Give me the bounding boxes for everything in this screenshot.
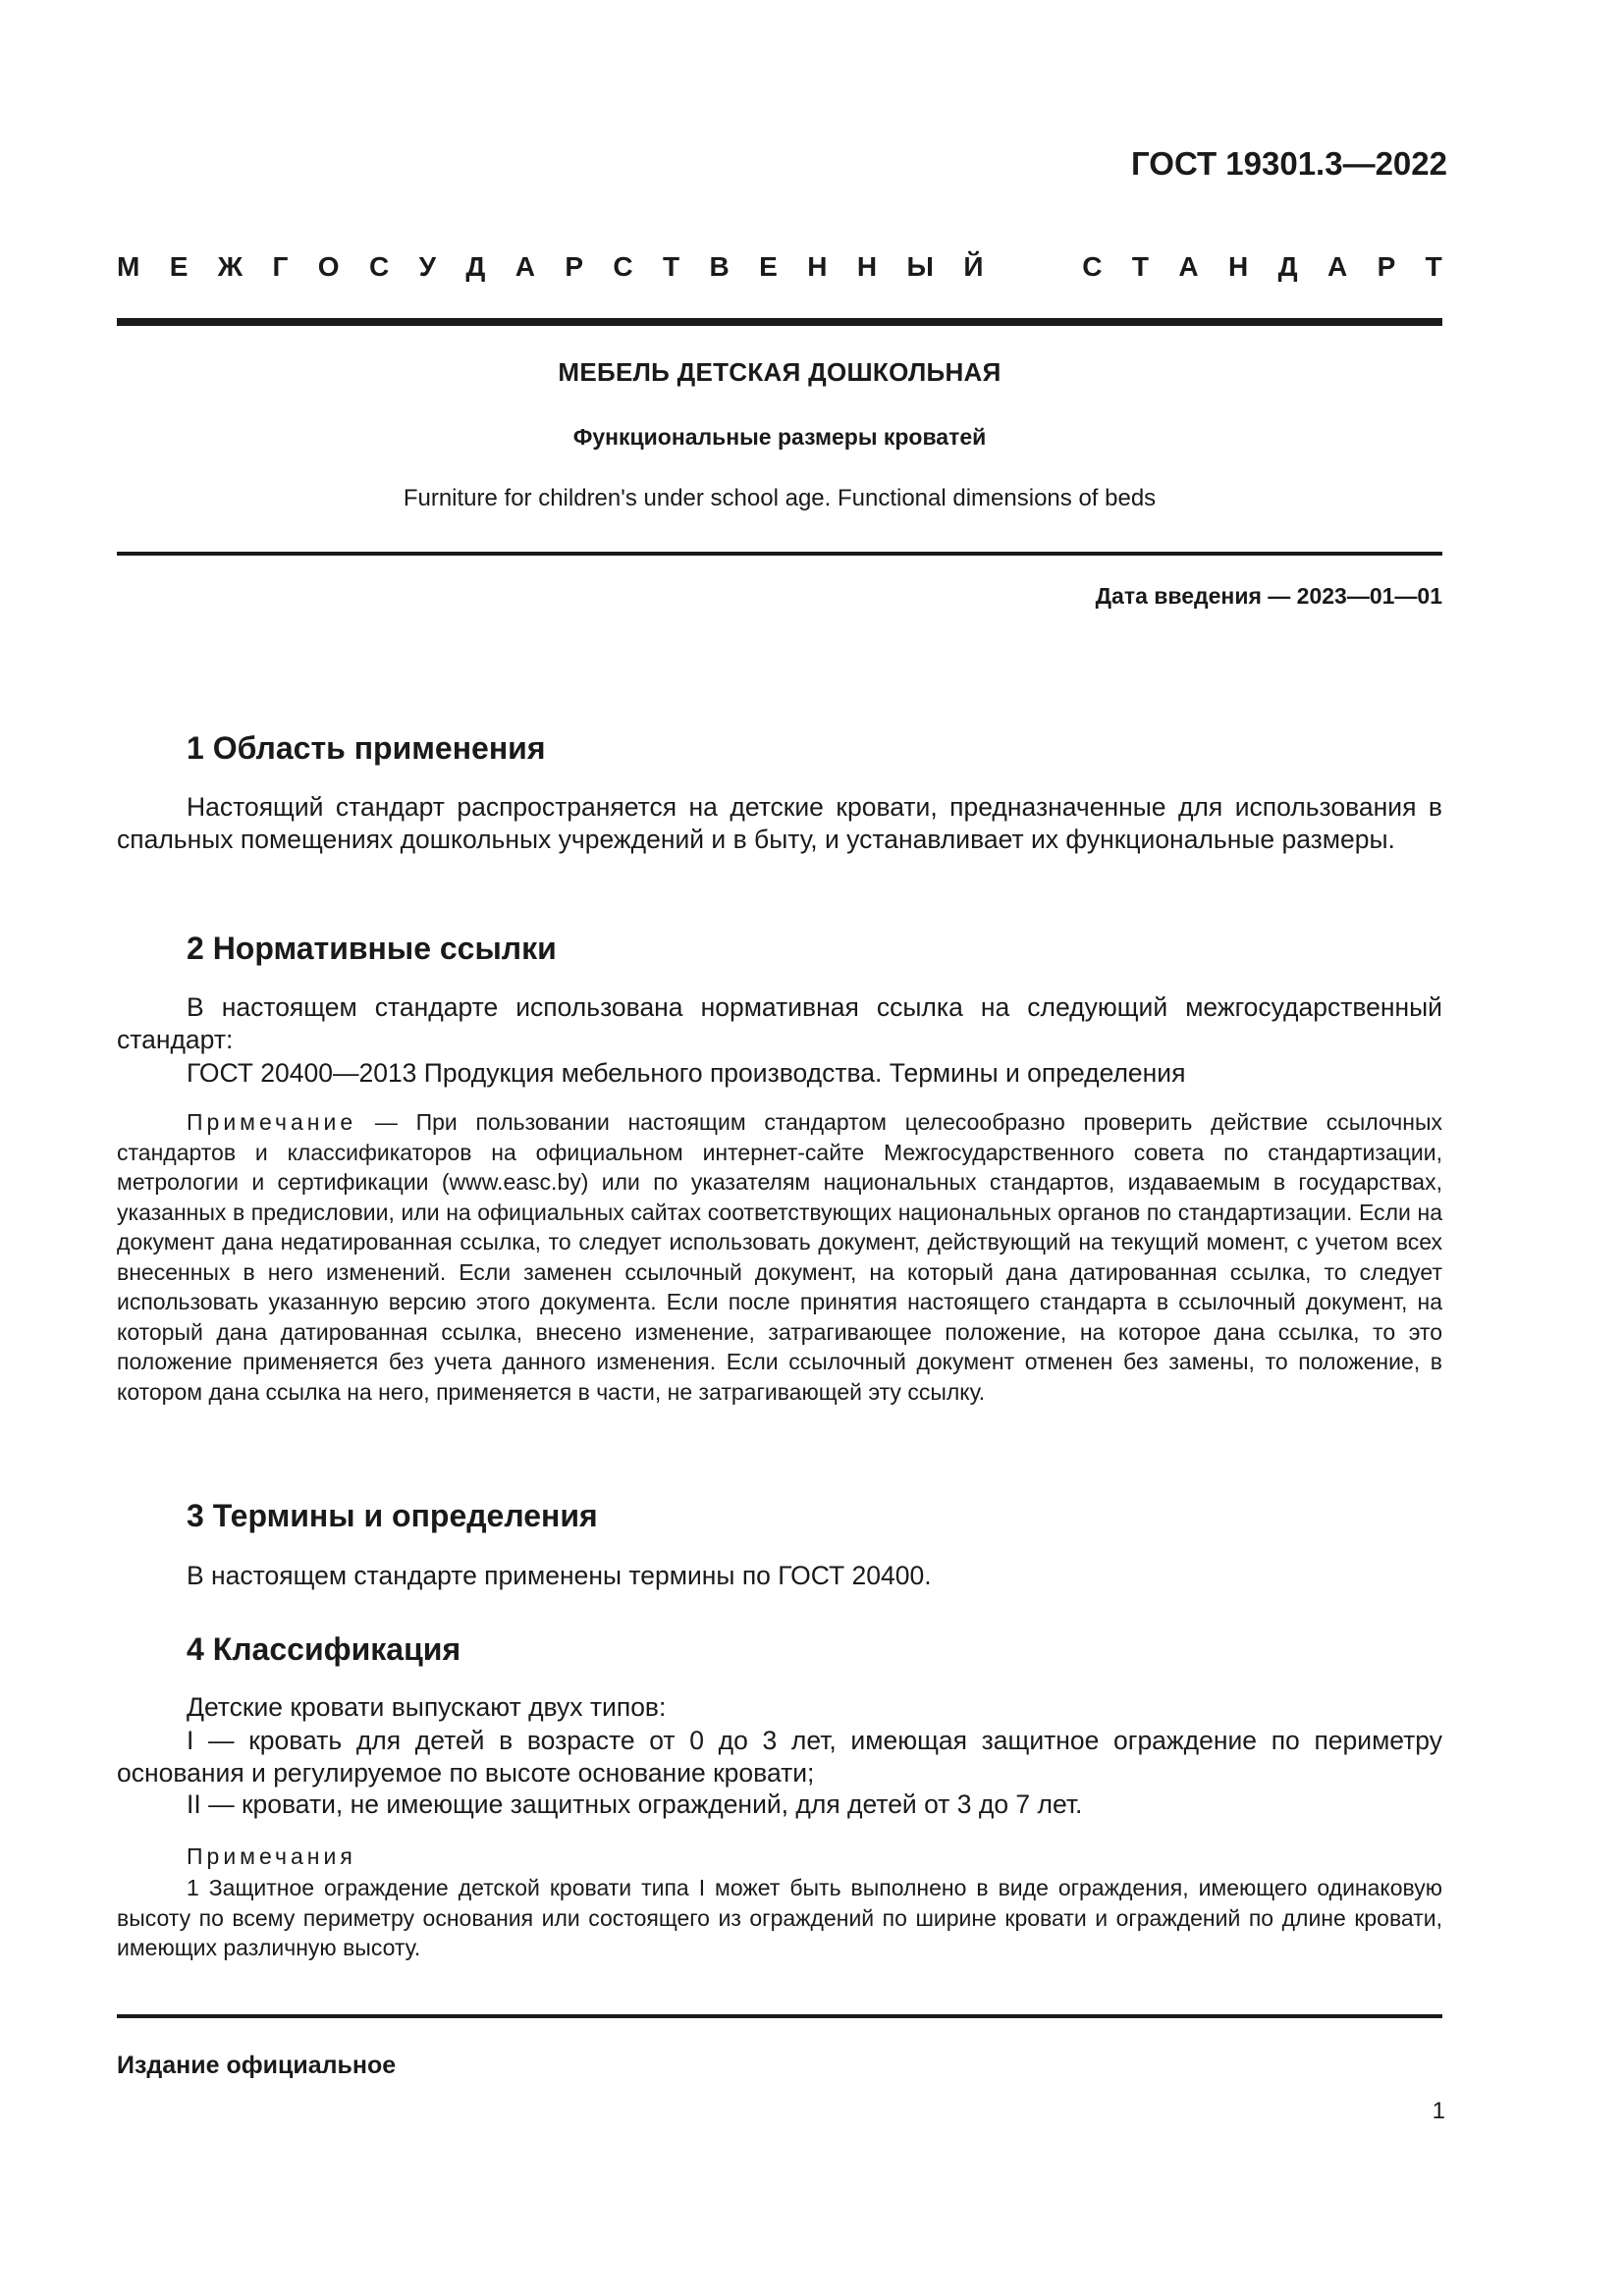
section-4-intro: Детские кровати выпускают двух типов: — [187, 1692, 667, 1722]
notes-label: Примечания — [187, 1843, 356, 1869]
english-title: Furniture for children's under school age. Functional dimensions of beds — [403, 485, 1157, 511]
banner-word-1-letter: А — [514, 251, 535, 282]
page-number: 1 — [1432, 2098, 1445, 2124]
banner-word-1-letter: М — [117, 251, 140, 282]
banner-word-1-letter: Г — [272, 251, 289, 282]
header-rule — [117, 318, 1442, 326]
official-edition-label: Издание официальное — [117, 2052, 397, 2079]
note-label: Примечание — [187, 1109, 357, 1135]
banner-word-gap — [1013, 251, 1053, 283]
banner-word-1-letter: Р — [565, 251, 584, 282]
section-4-heading: 4 Классификация — [187, 1631, 461, 1667]
banner-word-1-letter: С — [368, 251, 390, 282]
banner-word-2-letter: А — [1178, 251, 1199, 282]
document-number: ГОСТ 19301.3—2022 — [1131, 145, 1447, 182]
banner-word-1-letter: Й — [963, 251, 984, 282]
section-4-note-1: 1 Защитное ограждение детской кровати типа I может быть выполнено в виде ограждения, имеющего одинаковую высоту по всему периметру основания или состоящего из ограждений по ширине кровати и ограждений по длине кровати, имеющих различную высоту. — [117, 1875, 1442, 1960]
banner-word-2-letter: Р — [1377, 251, 1396, 282]
banner-word-1-letter: У — [418, 251, 436, 282]
section-2-note — [117, 1107, 1442, 1407]
document-title: МЕБЕЛЬ ДЕТСКАЯ ДОШКОЛЬНАЯ — [558, 357, 1001, 387]
bed-type-2: II — кровати, не имеющие защитных ограждений, для детей от 3 до 7 лет. — [187, 1789, 1083, 1819]
banner-word-1-letter: Т — [663, 251, 680, 282]
banner-word-1-letter: В — [709, 251, 730, 282]
banner-word-2-letter: С — [1082, 251, 1103, 282]
introduction-date: Дата введения — 2023—01—01 — [1095, 583, 1442, 609]
banner-word-2-letter: Т — [1131, 251, 1149, 282]
document-subtitle: Функциональные размеры кроватей — [572, 424, 987, 450]
banner-word-2-letter: А — [1326, 251, 1348, 282]
banner-word-1-letter: О — [317, 251, 340, 282]
footer-rule — [117, 2014, 1442, 2018]
banner-word-1-letter: Ж — [217, 251, 244, 282]
banner-word-1-letter: Н — [856, 251, 878, 282]
banner-word-1-letter: Н — [807, 251, 828, 282]
banner-word-2-letter: Д — [1277, 251, 1298, 282]
banner-word-1-letter: Е — [169, 251, 189, 282]
bed-type-1: I — кровать для детей в возрасте от 0 до 3 лет, имеющая защитное ограждение по периметру основания и регулируемое по высоте основание кровати; — [117, 1726, 1442, 1788]
note-text: — При пользовании настоящим стандартом целесообразно проверить действие ссылочных стандартов и классификаторов на официальном интернет-сайте Межгосударственного совета по стандартизации, метрологии и сертификации (www.easc.by) или по указателям национальных стандартов, издаваемым в государствах, указанных в предисловии, или на официальных сайтах соответствующих национальных органов по стандартизации. Если на документ дана недатированная ссылка, то следует использовать документ, действующий на текущий момент, с учетом всех внесенных в него изменений. Если заменен ссылочный документ, на который дана датированная ссылка, то следует использовать указанную версию этого документа. Если после принятия настоящего стандарта в ссылочный документ, на который дана датированная ссылка, внесено изменение, затрагивающее положение, на которое дана ссылка, то это положение применяется без учета данного изменения. Если ссылочный документ отменен без замены, то положение, в котором дана ссылка на него, применяется в части, не затрагивающей эту ссылку. — [117, 1109, 1442, 1405]
section-2-heading: 2 Нормативные ссылки — [187, 931, 557, 966]
section-2-text: В настоящем стандарте использована нормативная ссылка на следующий межгосударственный стандарт: — [117, 992, 1442, 1054]
banner-word-2-letter: Н — [1227, 251, 1249, 282]
section-1-heading: 1 Область применения — [187, 730, 546, 766]
banner-word-1-letter: Е — [759, 251, 778, 282]
title-rule — [117, 552, 1442, 556]
interstate-standard-banner — [117, 251, 1442, 283]
banner-word-1-letter: Ы — [906, 251, 934, 282]
section-3-text: В настоящем стандарте применены термины по ГОСТ 20400. — [187, 1561, 932, 1590]
banner-word-2-letter: Т — [1425, 251, 1442, 282]
section-3-heading: 3 Термины и определения — [187, 1498, 598, 1533]
banner-word-1-letter: Д — [465, 251, 486, 282]
section-1-text: Настоящий стандарт распространяется на детские кровати, предназначенные для использования в спальных помещениях дошкольных учреждений и в быту, и устанавливает их функциональные размеры. — [117, 792, 1442, 854]
normative-reference: ГОСТ 20400—2013 Продукция мебельного производства. Термины и определения — [187, 1058, 1186, 1088]
banner-word-1-letter: С — [613, 251, 633, 282]
